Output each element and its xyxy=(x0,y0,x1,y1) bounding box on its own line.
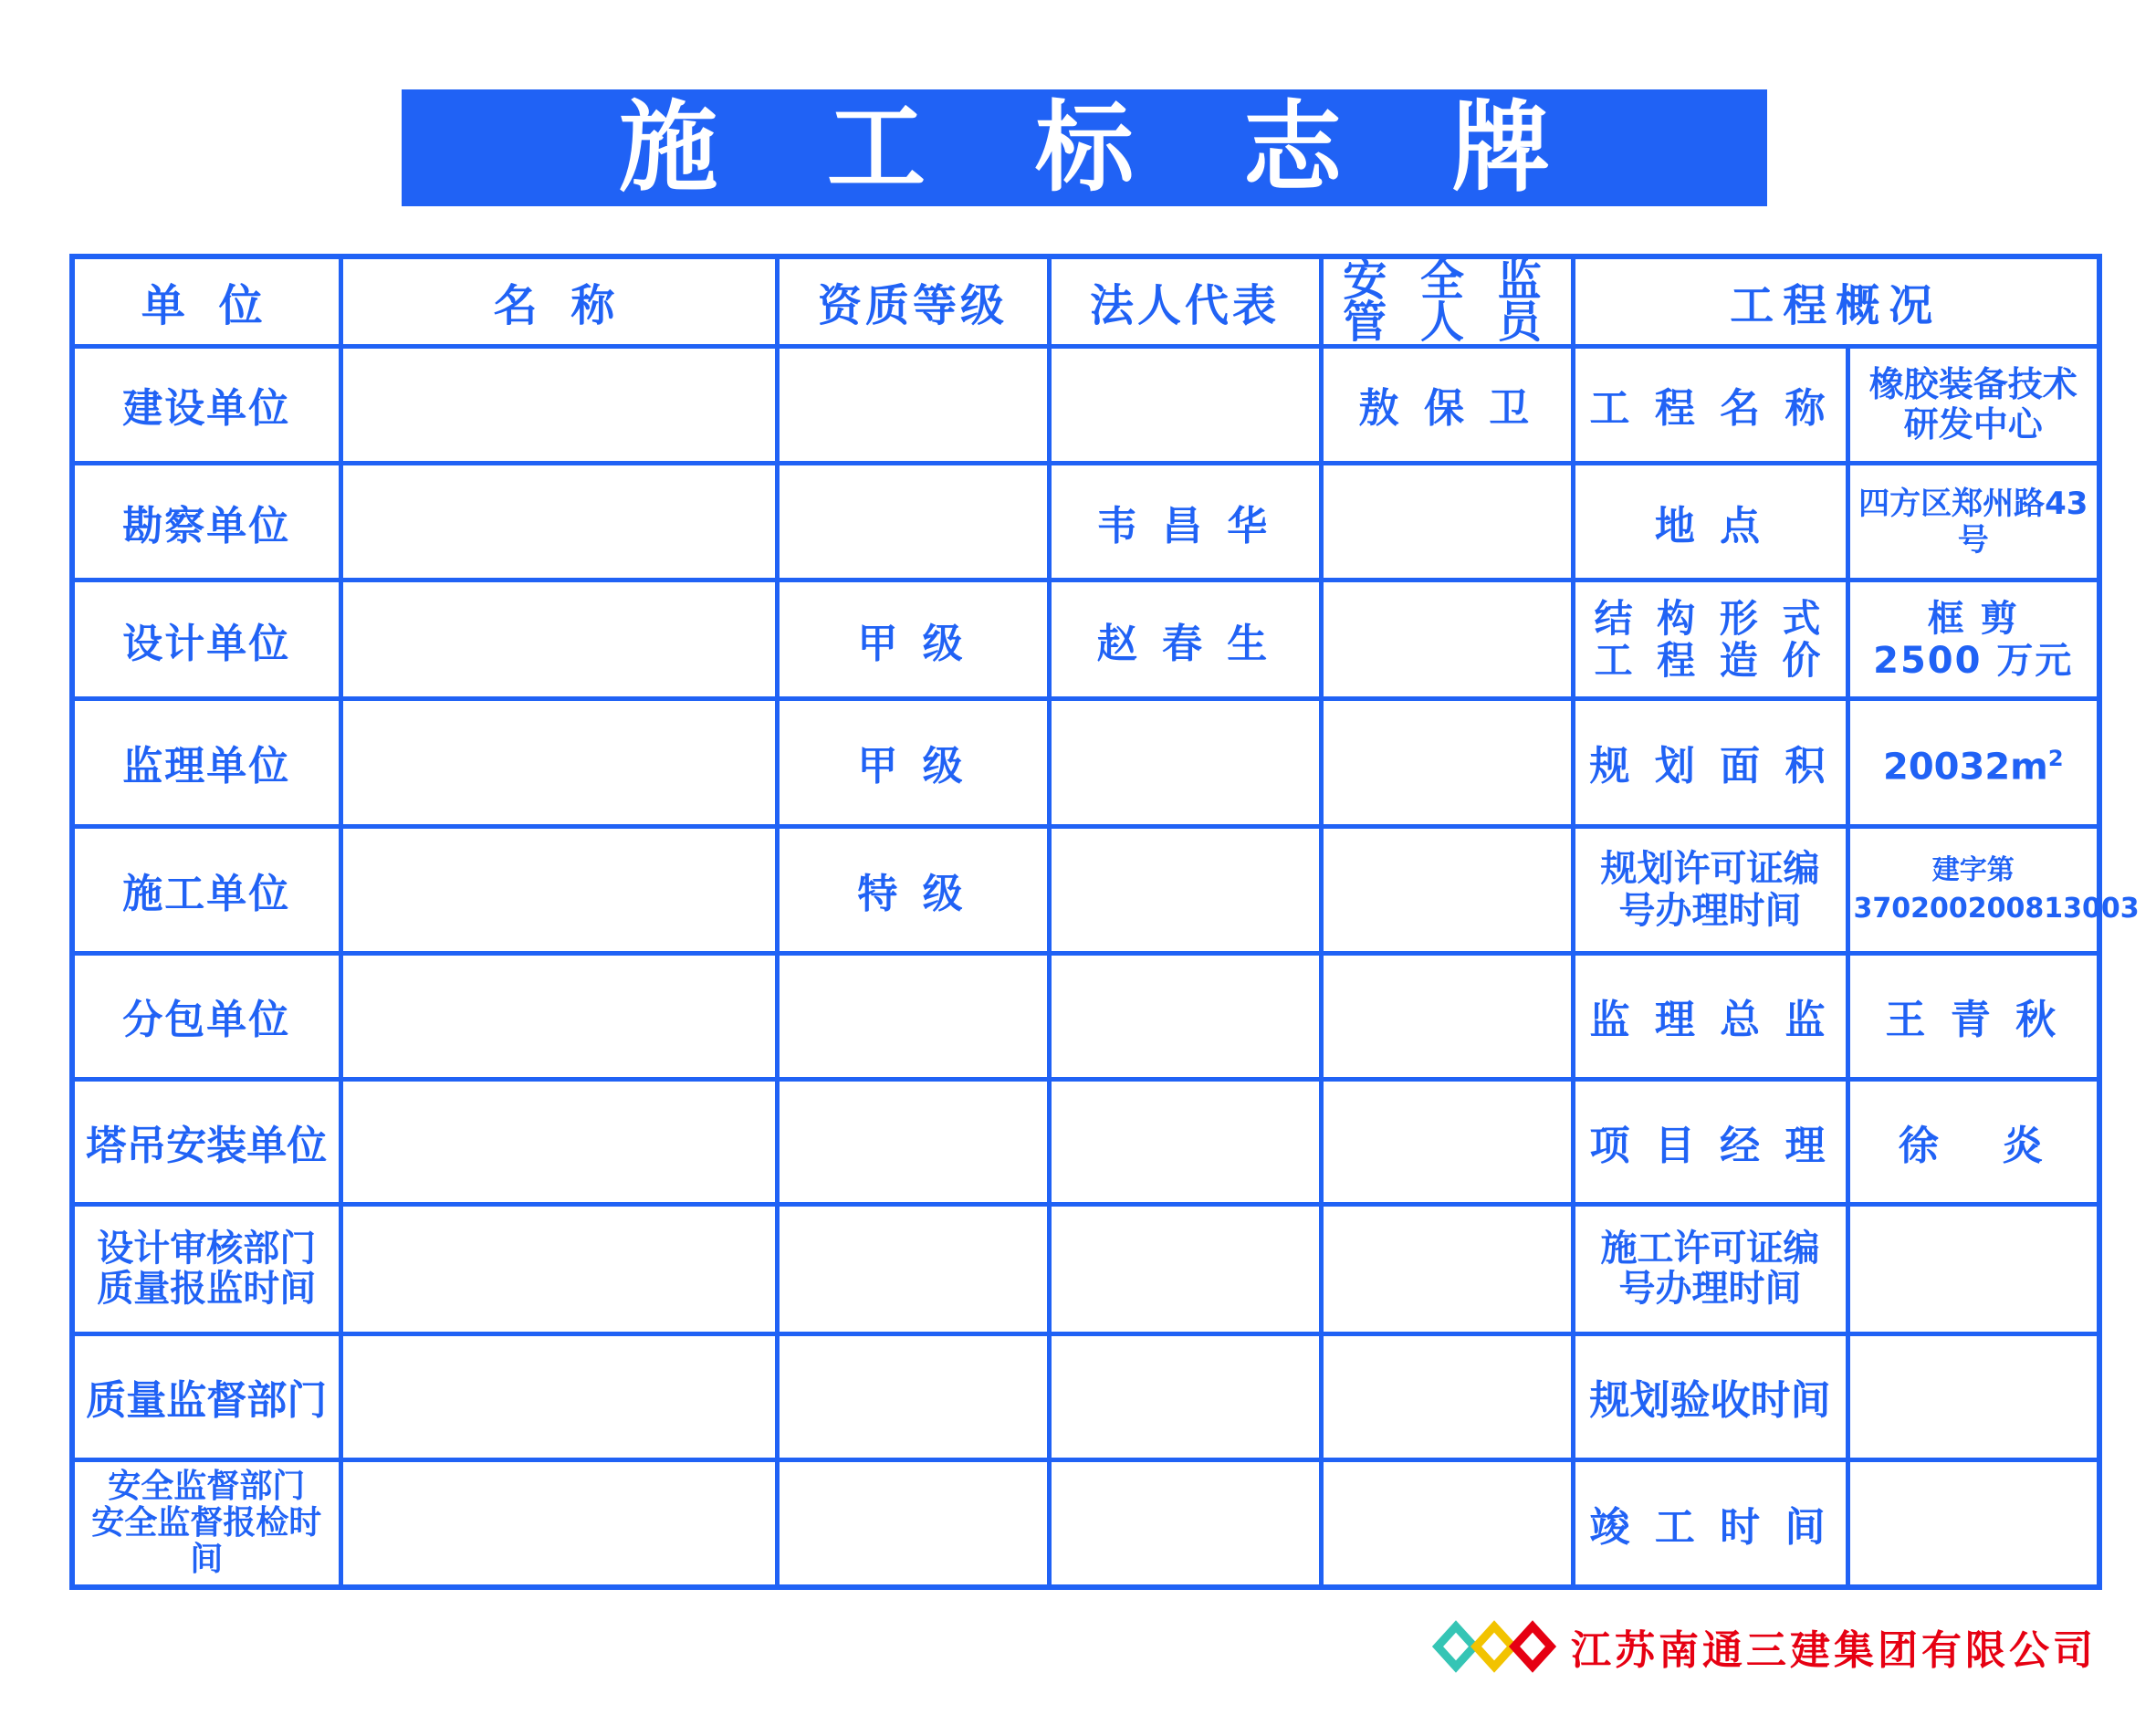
rep-cell: 赵 春 生 xyxy=(1049,580,1321,698)
level-cell xyxy=(777,953,1049,1079)
overview-value xyxy=(1847,1333,2099,1459)
overview-label: 地 点 xyxy=(1573,464,1847,580)
safety-cell xyxy=(1321,698,1573,826)
overview-label xyxy=(1573,827,1847,953)
safety-cell xyxy=(1321,953,1573,1079)
overview-label-line2: 号办理时间 xyxy=(1618,1268,1802,1311)
overview-value-line2: 2500 万元 xyxy=(1873,639,2074,682)
unit-cell xyxy=(72,1205,340,1333)
area-value: 20032m xyxy=(1882,746,2048,789)
name-cell xyxy=(340,580,777,698)
overview-label: 工 程 名 称 xyxy=(1573,346,1847,463)
table-row xyxy=(72,827,2099,953)
unit-cell: 设计单位 xyxy=(72,580,340,698)
table-row xyxy=(72,698,2099,826)
level-cell xyxy=(777,1460,1049,1587)
unit-cell-line1: 设计审核部门 xyxy=(97,1228,317,1270)
overview-label: 项 目 经 理 xyxy=(1573,1079,1847,1204)
level-cell: 甲 级 xyxy=(777,580,1049,698)
name-cell xyxy=(340,1079,777,1204)
unit-cell: 勘察单位 xyxy=(72,464,340,580)
safety-cell xyxy=(1321,1079,1573,1204)
name-cell xyxy=(340,464,777,580)
overview-label: 规 划 面 积 xyxy=(1573,698,1847,826)
overview-value xyxy=(1847,580,2099,698)
header-safety-line2: 管 人 员 xyxy=(1343,297,1551,349)
rep-cell xyxy=(1049,1079,1321,1204)
level-cell xyxy=(777,1079,1049,1204)
overview-value: 徐 炎 xyxy=(1847,1079,2099,1204)
name-cell xyxy=(340,1205,777,1333)
rep-cell xyxy=(1049,698,1321,826)
area-unit-sup: 2 xyxy=(2047,745,2064,771)
overview-value xyxy=(1847,827,2140,953)
title-char: 牌 xyxy=(1451,90,1551,205)
safety-cell xyxy=(1321,464,1573,580)
header-unit: 单 位 xyxy=(72,256,340,346)
name-cell xyxy=(340,698,777,826)
header-overview: 工程概况 xyxy=(1573,256,2099,346)
name-cell xyxy=(340,1460,777,1587)
logo-diamond-teal xyxy=(1438,1626,1474,1667)
table-row xyxy=(72,1333,2099,1459)
level-cell: 特 级 xyxy=(777,827,1049,953)
safety-cell: 敖 保 卫 xyxy=(1321,346,1573,463)
rep-cell xyxy=(1049,1205,1321,1333)
table-row xyxy=(72,1205,2099,1333)
header-legal-rep: 法人代表 xyxy=(1049,256,1321,346)
overview-label-line1: 结 构 形 式 xyxy=(1594,595,1826,641)
overview-value xyxy=(1847,1205,2099,1333)
construction-info-table xyxy=(69,254,2140,1590)
table-row xyxy=(72,1079,2099,1204)
overview-value xyxy=(1847,1460,2099,1587)
overview-value-line1: 建字第 xyxy=(1931,853,2015,886)
header-safety-line1: 安 全 监 xyxy=(1343,255,1551,307)
overview-value-line2: 研发中心 xyxy=(1903,404,2043,445)
overview-value-line2: 370200200813003 xyxy=(1853,892,2140,925)
overview-label-line2: 号办理时间 xyxy=(1618,889,1802,932)
logo-diamond-yellow xyxy=(1476,1626,1512,1667)
unit-cell-line1: 安全监督部门 xyxy=(108,1468,306,1506)
rep-cell: 韦 昌 华 xyxy=(1049,464,1321,580)
overview-value-line1: 框 剪 xyxy=(1927,597,2019,640)
level-cell xyxy=(777,464,1049,580)
logo-diamond-red xyxy=(1514,1626,1551,1667)
name-cell xyxy=(340,346,777,463)
safety-cell xyxy=(1321,580,1573,698)
unit-cell: 塔吊安装单位 xyxy=(72,1079,340,1204)
company-logo-icon xyxy=(1436,1621,1554,1672)
level-cell xyxy=(777,346,1049,463)
table-row xyxy=(72,953,2099,1079)
level-cell xyxy=(777,1333,1049,1459)
rep-cell xyxy=(1049,953,1321,1079)
overview-value xyxy=(1847,346,2099,463)
overview-label xyxy=(1573,1205,1847,1333)
rep-cell xyxy=(1049,1460,1321,1587)
safety-cell xyxy=(1321,1333,1573,1459)
header-row xyxy=(72,256,2099,346)
rep-cell xyxy=(1049,346,1321,463)
overview-label-line1: 施工许可证编 xyxy=(1600,1228,1820,1270)
company-name: 江苏南通三建集团有限公司 xyxy=(1571,1627,2097,1674)
title-char: 工 xyxy=(826,90,926,205)
overview-label: 监 理 总 监 xyxy=(1573,953,1847,1079)
overview-value: 王 青 秋 xyxy=(1847,953,2099,1079)
header-qualification: 资质等级 xyxy=(777,256,1049,346)
title-char: 标 xyxy=(1034,90,1134,205)
unit-cell xyxy=(72,1460,340,1587)
header-name: 名 称 xyxy=(340,256,777,346)
name-cell xyxy=(340,953,777,1079)
footer xyxy=(1436,1617,2097,1676)
safety-cell xyxy=(1321,1460,1573,1587)
table-row xyxy=(72,580,2099,698)
unit-cell: 施工单位 xyxy=(72,827,340,953)
unit-cell-line2: 安全监督报检时间 xyxy=(91,1504,322,1579)
name-cell xyxy=(340,827,777,953)
overview-label: 规划验收时间 xyxy=(1573,1333,1847,1459)
level-cell: 甲 级 xyxy=(777,698,1049,826)
table-row xyxy=(72,346,2099,463)
rep-cell xyxy=(1049,827,1321,953)
safety-cell xyxy=(1321,827,1573,953)
overview-label-line2: 工 程 造 价 xyxy=(1594,637,1826,683)
unit-cell: 分包单位 xyxy=(72,953,340,1079)
unit-cell: 监理单位 xyxy=(72,698,340,826)
header-safety-staff xyxy=(1321,255,1573,349)
safety-cell xyxy=(1321,1205,1573,1333)
overview-value: 四方区郑州路43号 xyxy=(1847,464,2099,580)
rep-cell xyxy=(1049,1333,1321,1459)
table-row xyxy=(72,1460,2099,1587)
unit-cell: 建设单位 xyxy=(72,346,340,463)
overview-value xyxy=(1847,698,2099,826)
title-char: 志 xyxy=(1243,90,1343,205)
title-banner xyxy=(402,89,1767,206)
level-cell xyxy=(777,1205,1049,1333)
table-row xyxy=(72,464,2099,580)
name-cell xyxy=(340,1333,777,1459)
overview-label: 竣 工 时 间 xyxy=(1573,1460,1847,1587)
unit-cell: 质量监督部门 xyxy=(72,1333,340,1459)
title-char: 施 xyxy=(618,90,717,205)
overview-value-line1: 橡胶装备技术 xyxy=(1868,364,2078,405)
unit-cell-line2: 质量报监时间 xyxy=(97,1268,317,1311)
overview-label xyxy=(1573,580,1847,698)
overview-label-line1: 规划许可证编 xyxy=(1600,847,1820,890)
